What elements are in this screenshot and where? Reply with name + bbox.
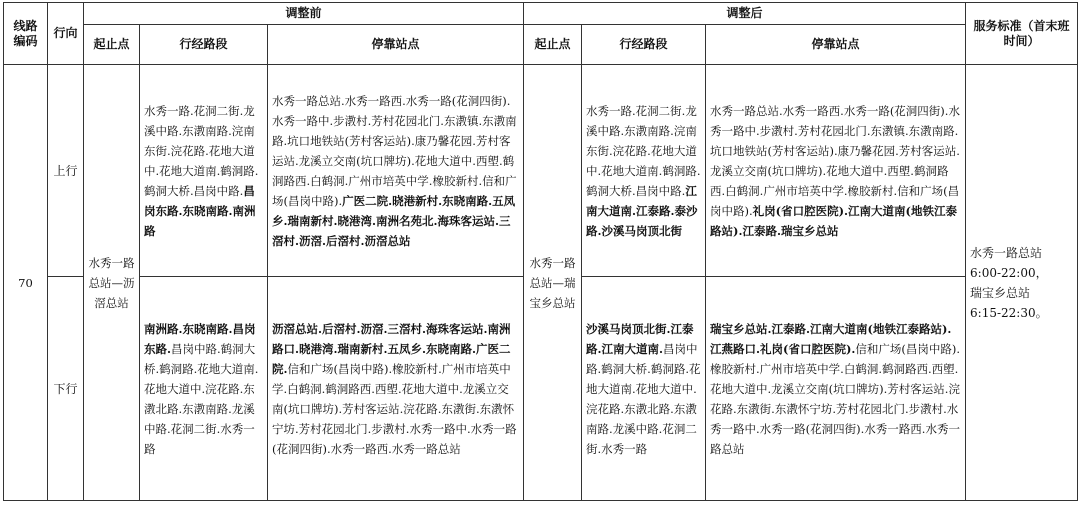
before-up-stops-bold: 广医二院.晓港新村.东晓南路.五凤乡.瑞南新村.晓港湾.南洲名苑北.海珠客运站.三滘村.沥滘.后滘村.沥滘总站 — [272, 193, 516, 248]
line-code-cell: 70 — [4, 65, 48, 501]
before-down-stops — [268, 277, 524, 501]
header-before-route: 行经路段 — [140, 25, 268, 65]
header-service-standard: 服务标准（首末班时间） — [966, 3, 1078, 65]
header-after-route: 行经路段 — [582, 25, 706, 65]
header-after: 调整后 — [524, 3, 966, 25]
after-up-route-bold: 江南大道南.江泰路.泰沙路.沙溪马岗顶北街 — [586, 183, 698, 238]
before-up-route — [140, 65, 268, 277]
after-up-route-normal: 水秀一路.花洞二街.龙溪中路.东漖南路.浣南东街.浣花路.花地大道中.花地大道南.鹤洞路.鹤洞大桥.昌岗中路. — [586, 103, 701, 198]
before-down-stops-bold: 沥滘总站.后滘村.沥滘.三滘村.海珠客运站.南洲路口.晓港湾.瑞南新村.五凤乡.东晓南路.广医二院. — [272, 321, 511, 376]
after-down-route — [582, 277, 706, 501]
before-up-route-bold: 昌岗东路.东晓南路.南洲路 — [144, 183, 256, 238]
after-up-stops — [706, 65, 966, 277]
header-line-code: 线路编码 — [4, 3, 48, 65]
service-line-2: 6:00-22:00， — [970, 265, 1048, 280]
before-down-stops-normal: 信和广场(昌岗中路).橡胶新村.广州市培英中学.白鹤洞.鹤洞路西.西塱.花地大道中.龙溪立交南(坑口牌坊).芳村客运站.浣花路.东漖街.东漖怀宁坊.芳村花园北门.步漖村.水秀一路中.水秀一路(花洞四街).水秀一路西.水秀一路总站 — [272, 361, 517, 456]
service-line-1: 水秀一路总站 — [970, 245, 1043, 260]
after-down-route-normal: 昌岗中路.鹤洞大桥.鹤洞路.花地大道南.花地大道中.浣花路.东漖北路.东漖南路.龙溪中路.花洞二街.水秀一路 — [586, 341, 701, 456]
before-down-route-bold: 南洲路.东晓南路.昌岗东路. — [144, 321, 256, 356]
after-up-stops-normal: 水秀一路总站.水秀一路西.水秀一路(花洞四街).水秀一路中.步漖村.芳村花园北门.东漖镇.东漖南路.坑口地铁站(芳村客运站).康乃馨花园.芳村客运站.龙溪立交南(坑口牌坊).花地大道中.西塱.鹤洞路西.白鹤洞.广州市培英中学.橡胶新村.信和广场(昌岗中路). — [710, 103, 960, 218]
service-line-3: 瑞宝乡总站 — [970, 285, 1031, 300]
table-row-up — [4, 65, 1078, 277]
after-down-stops-normal: 信和广场(昌岗中路).橡胶新村.广州市培英中学.白鹤洞.鹤洞路西.西塱.花地大道中.龙溪立交南(坑口牌坊).芳村客运站.浣花路.东漖街.东漖怀宁坊.芳村花园北门.步漖村.水秀一路中.水秀一路(花洞四街).水秀一路西.水秀一路总站 — [710, 341, 961, 456]
before-down-route — [140, 277, 268, 501]
after-start-end: 水秀一路总站—瑞宝乡总站 — [524, 65, 582, 501]
direction-up: 上行 — [48, 65, 84, 277]
route-adjustment-table — [3, 2, 1078, 501]
before-up-stops — [268, 65, 524, 277]
direction-down: 下行 — [48, 277, 84, 501]
before-up-stops-normal: 水秀一路总站.水秀一路西.水秀一路(花洞四街).水秀一路中.步漖村.芳村花园北门.东漖镇.东漖南路.坑口地铁站(芳村客运站).康乃馨花园.芳村客运站.龙溪立交南(坑口牌坊).花地大道中.西塱.鹤洞路西.白鹤洞.广州市培英中学.橡胶新村.信和广场(昌岗中路). — [272, 93, 517, 208]
after-down-stops — [706, 277, 966, 501]
header-before: 调整前 — [84, 3, 524, 25]
before-start-end: 水秀一路总站—沥滘总站 — [84, 65, 140, 501]
header-after-start-end: 起止点 — [524, 25, 582, 65]
header-before-stops: 停靠站点 — [268, 25, 524, 65]
header-after-stops: 停靠站点 — [706, 25, 966, 65]
service-standard-cell — [966, 65, 1078, 501]
before-up-route-normal: 水秀一路.花洞二街.龙溪中路.东漖南路.浣南东街.浣花路.花地大道中.花地大道南.鹤洞路.鹤洞大桥.昌岗中路. — [144, 103, 259, 198]
before-down-route-normal: 昌岗中路.鹤洞大桥.鹤洞路.花地大道南.花地大道中.浣花路.东漖北路.东漖南路.龙溪中路.花洞二街.水秀一路 — [144, 341, 259, 456]
after-up-stops-bold: 礼岗(省口腔医院).江南大道南(地铁江泰路站).江泰路.瑞宝乡总站 — [710, 203, 957, 238]
header-before-start-end: 起止点 — [84, 25, 140, 65]
after-down-route-bold: 沙溪马岗顶北街.江泰路.江南大道南. — [586, 321, 694, 356]
header-direction: 行向 — [48, 3, 84, 65]
after-down-stops-bold: 瑞宝乡总站.江泰路.江南大道南(地铁江泰路站).江燕路口.礼岗(省口腔医院). — [710, 321, 952, 356]
service-line-4: 6:15-22:30。 — [970, 305, 1048, 320]
after-up-route — [582, 65, 706, 277]
